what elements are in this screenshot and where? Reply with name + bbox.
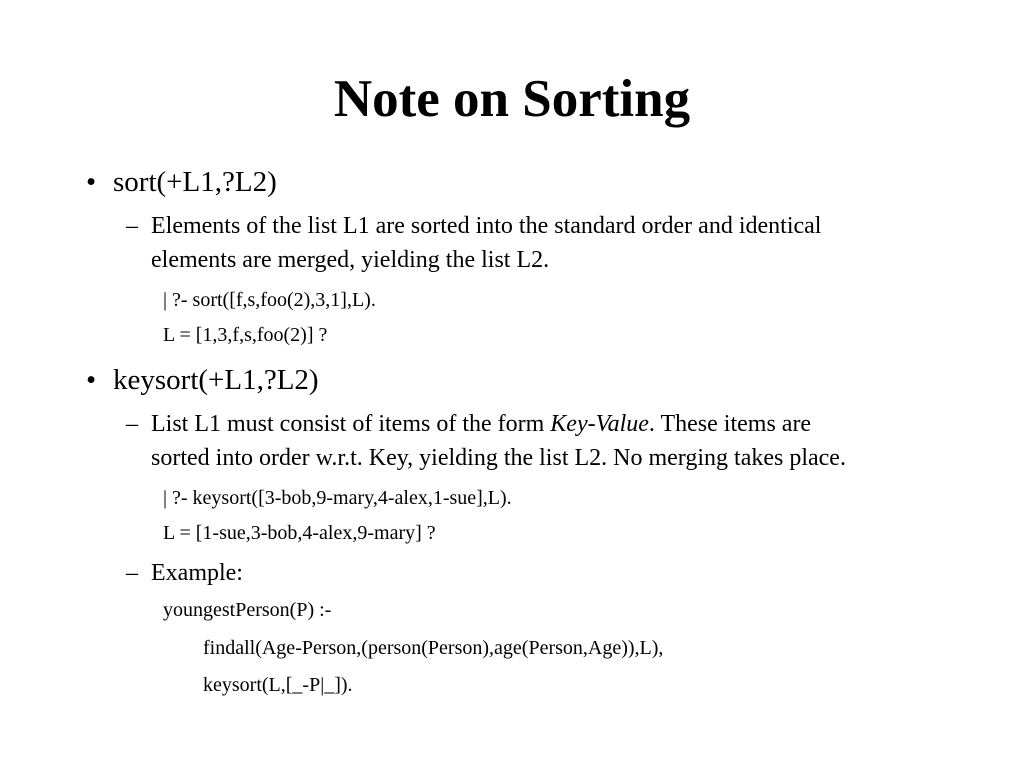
keysort-query: | ?- keysort([3-bob,9-mary,4-alex,1-sue],L). [163,487,512,509]
bullet-marker: • [86,166,97,198]
keysort-description-line-1 [151,407,811,441]
bullet-marker: • [86,364,97,396]
code-line-3: keysort(L,[_-P|_]). [203,674,353,696]
sort-result: L = [1,3,f,s,foo(2)] ? [163,324,328,346]
slide-title: Note on Sorting [333,70,691,128]
sort-heading: sort(+L1,?L2) [113,166,277,198]
keysort-heading: keysort(+L1,?L2) [113,364,319,396]
keysort-description-pre: List L1 must consist of items of the form [151,411,551,437]
code-line-2: findall(Age-Person,(person(Person),age(Person,Age)),L), [203,637,664,659]
key-value-term: Key-Value [550,411,649,437]
code-line-1: youngestPerson(P) :- [163,599,332,621]
example-label: Example: [151,560,243,586]
sub-bullet-marker: – [126,411,138,437]
keysort-description-line-2: sorted into order w.r.t. Key, yielding the list L2. No merging takes place. [151,445,846,471]
sub-bullet-marker: – [126,213,138,239]
sub-bullet-marker: – [126,560,138,586]
sort-description-line-1: Elements of the list L1 are sorted into the standard order and identical [151,213,822,239]
sort-query: | ?- sort([f,s,foo(2),3,1],L). [163,289,376,311]
keysort-result: L = [1-sue,3-bob,4-alex,9-mary] ? [163,522,436,544]
sort-description-line-2: elements are merged, yielding the list L2. [151,247,550,273]
keysort-description-post: . These items are [648,411,812,437]
